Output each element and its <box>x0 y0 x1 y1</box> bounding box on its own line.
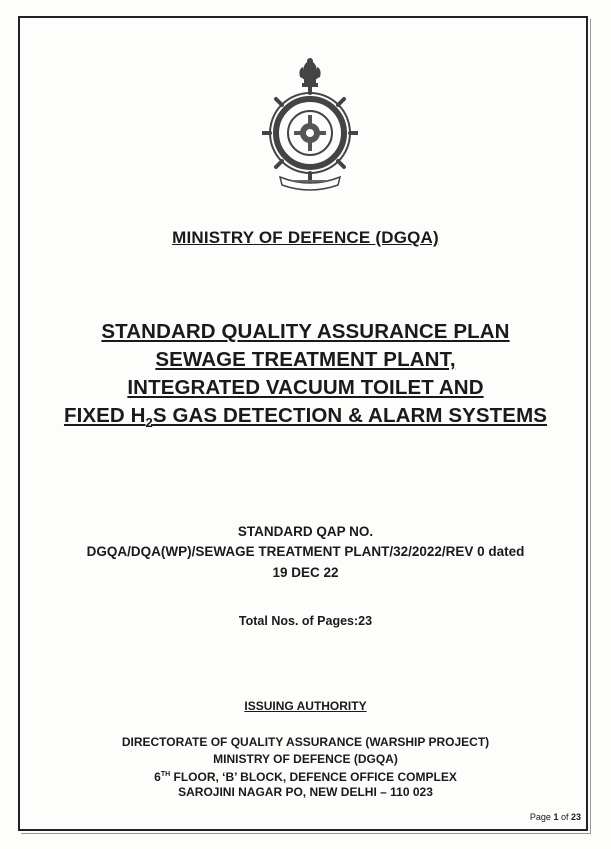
issuing-authority-heading: ISSUING AUTHORITY <box>244 699 367 713</box>
ministry-heading: MINISTRY OF DEFENCE (DGQA) <box>172 228 439 247</box>
document-title-line-1: STANDARD QUALITY ASSURANCE PLAN <box>101 320 510 343</box>
dgqa-emblem-icon <box>262 55 358 191</box>
page-number: Page 1 of 23 <box>529 812 581 822</box>
qap-date: 19 DEC 22 <box>272 565 339 580</box>
address-line-2: MINISTRY OF DEFENCE (DGQA) <box>213 752 398 766</box>
address-line-3: 6TH FLOOR, ‘B’ BLOCK, DEFENCE OFFICE COMPLEX <box>154 770 457 784</box>
qap-number: DGQA/DQA(WP)/SEWAGE TREATMENT PLANT/32/2022/REV 0 dated <box>86 544 525 559</box>
address-line-1: DIRECTORATE OF QUALITY ASSURANCE (WARSHIP PROJECT) <box>121 735 490 749</box>
address-line-4: SAROJINI NAGAR PO, NEW DELHI – 110 023 <box>178 785 433 799</box>
qap-label: STANDARD QAP NO. <box>237 524 374 539</box>
document-title-line-2: SEWAGE TREATMENT PLANT, <box>155 348 456 371</box>
total-pages: Total Nos. of Pages:23 <box>238 614 373 628</box>
document-title-line-3: INTEGRATED VACUUM TOILET AND <box>127 376 484 399</box>
document-title-line-4: FIXED $H_2S$ GAS DETECTION & ALARM SYSTEMS <box>63 404 548 431</box>
